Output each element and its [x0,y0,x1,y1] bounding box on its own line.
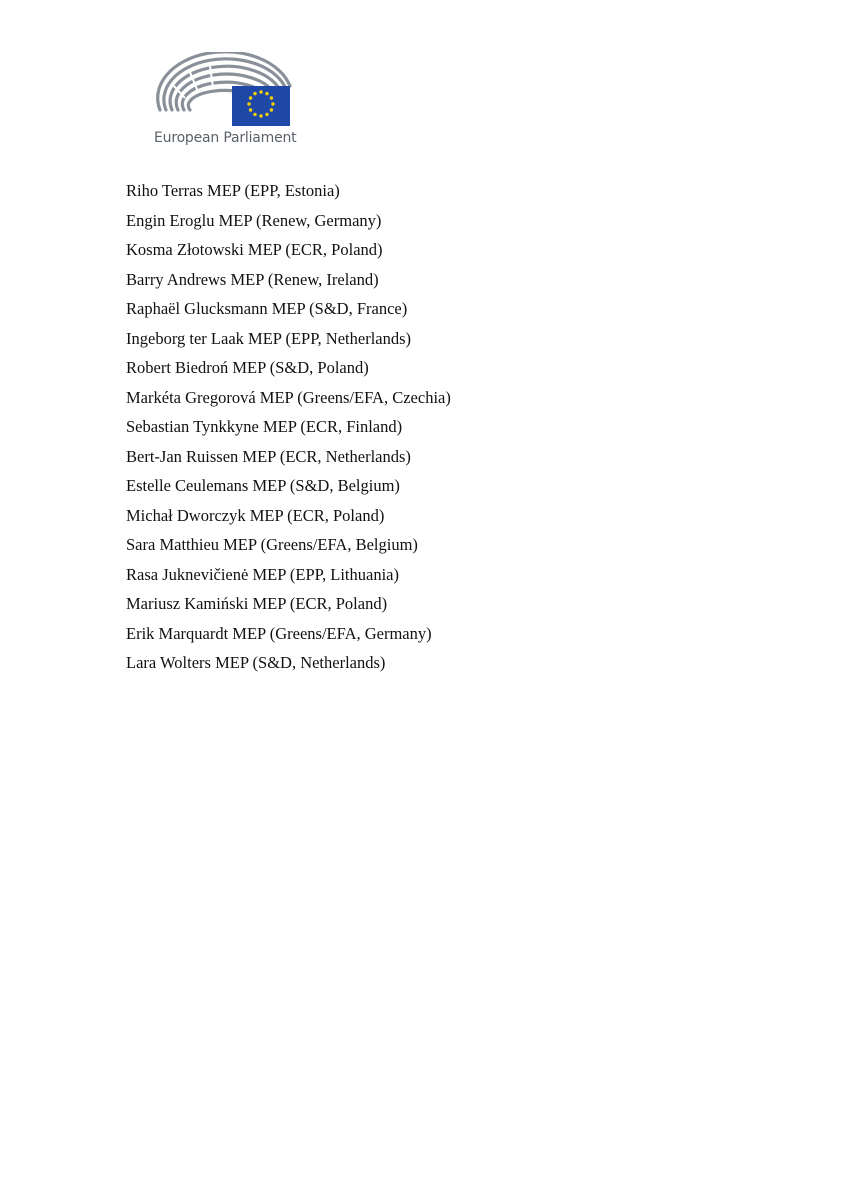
mep-list-item: Kosma Złotowski MEP (ECR, Poland) [126,240,383,259]
logo-text: European Parliament [154,130,297,146]
mep-list-item: Sara Matthieu MEP (Greens/EFA, Belgium) [126,535,418,554]
mep-list-item: Engin Eroglu MEP (Renew, Germany) [126,210,382,230]
mep-list-item: Ingeborg ter Laak MEP (EPP, Netherlands) [126,328,412,348]
hemicycle-flag-icon [150,52,300,127]
mep-list-item: Sebastian Tynkkyne MEP (ECR, Finland) [126,417,403,436]
mep-list-item: Riho Terras MEP (EPP, Estonia) [126,181,340,200]
mep-list-item: Lara Wolters MEP (S&D, Netherlands) [126,653,386,672]
mep-list-item: Markéta Gregorová MEP (Greens/EFA, Czechia) [126,387,451,407]
mep-list-item: Michał Dworczyk MEP (ECR, Poland) [126,505,385,525]
mep-list-item: Mariusz Kamiński MEP (ECR, Poland) [126,594,388,613]
european-parliament-logo [150,52,300,152]
mep-list-item: Robert Biedroń MEP (S&D, Poland) [126,358,369,377]
mep-list-item: Estelle Ceulemans MEP (S&D, Belgium) [126,476,400,495]
mep-list-item: Barry Andrews MEP (Renew, Ireland) [126,269,379,289]
mep-list [126,176,451,678]
mep-list-item: Rasa Juknevičienė MEP (EPP, Lithuania) [126,564,399,584]
mep-list-item: Bert-Jan Ruissen MEP (ECR, Netherlands) [126,446,411,466]
mep-list-item: Raphaël Glucksmann MEP (S&D, France) [126,299,408,318]
mep-list-item: Erik Marquardt MEP (Greens/EFA, Germany) [126,623,432,643]
